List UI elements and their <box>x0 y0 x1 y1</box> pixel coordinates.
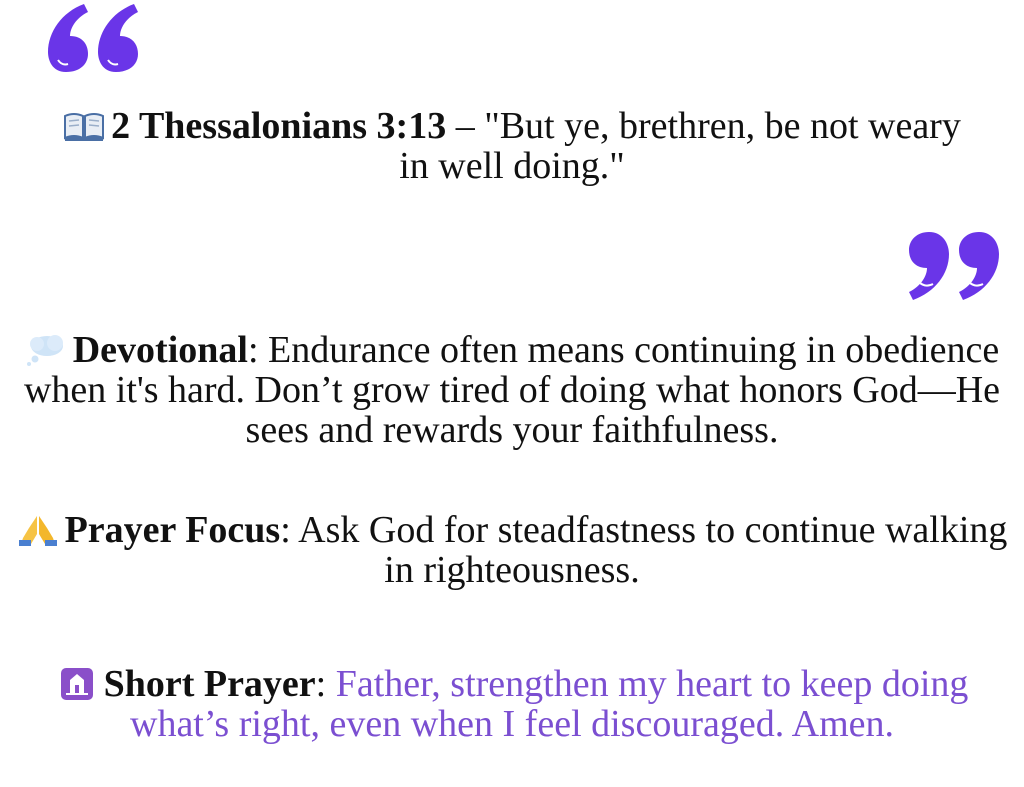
verse-block <box>0 106 1024 186</box>
verse-reference: 2 Thessalonians 3:13 <box>111 105 447 147</box>
close-quote-icon <box>905 224 1005 304</box>
prayer-focus-text: : Ask God for steadfastness to continue walking in righteousness. <box>280 509 1008 591</box>
prayer-focus-label: Prayer Focus <box>64 509 281 551</box>
short-prayer-text: Father, strengthen my heart to keep doing what’s right, even when I feel discouraged. Amen. <box>130 663 969 745</box>
short-prayer-block <box>0 664 1024 744</box>
prayer-focus-block <box>0 510 1024 590</box>
thought-bubble-icon <box>25 334 67 366</box>
short-prayer-label: Short Prayer <box>103 663 316 705</box>
open-quote-icon <box>44 0 144 80</box>
verse-text: – "But ye, brethren, be not weary in well doing." <box>399 105 961 187</box>
open-book-icon <box>63 110 105 142</box>
devotional-label: Devotional <box>72 329 248 371</box>
devotional-block <box>0 330 1024 450</box>
short-prayer-colon: : <box>315 663 336 705</box>
folded-hands-icon <box>17 514 59 546</box>
devotional-text: : Endurance often means continuing in obedience when it's hard. Don’t grow tired of doing what honors God—He sees and rewards your faithfulness. <box>23 329 1001 451</box>
place-of-worship-icon <box>56 668 98 700</box>
